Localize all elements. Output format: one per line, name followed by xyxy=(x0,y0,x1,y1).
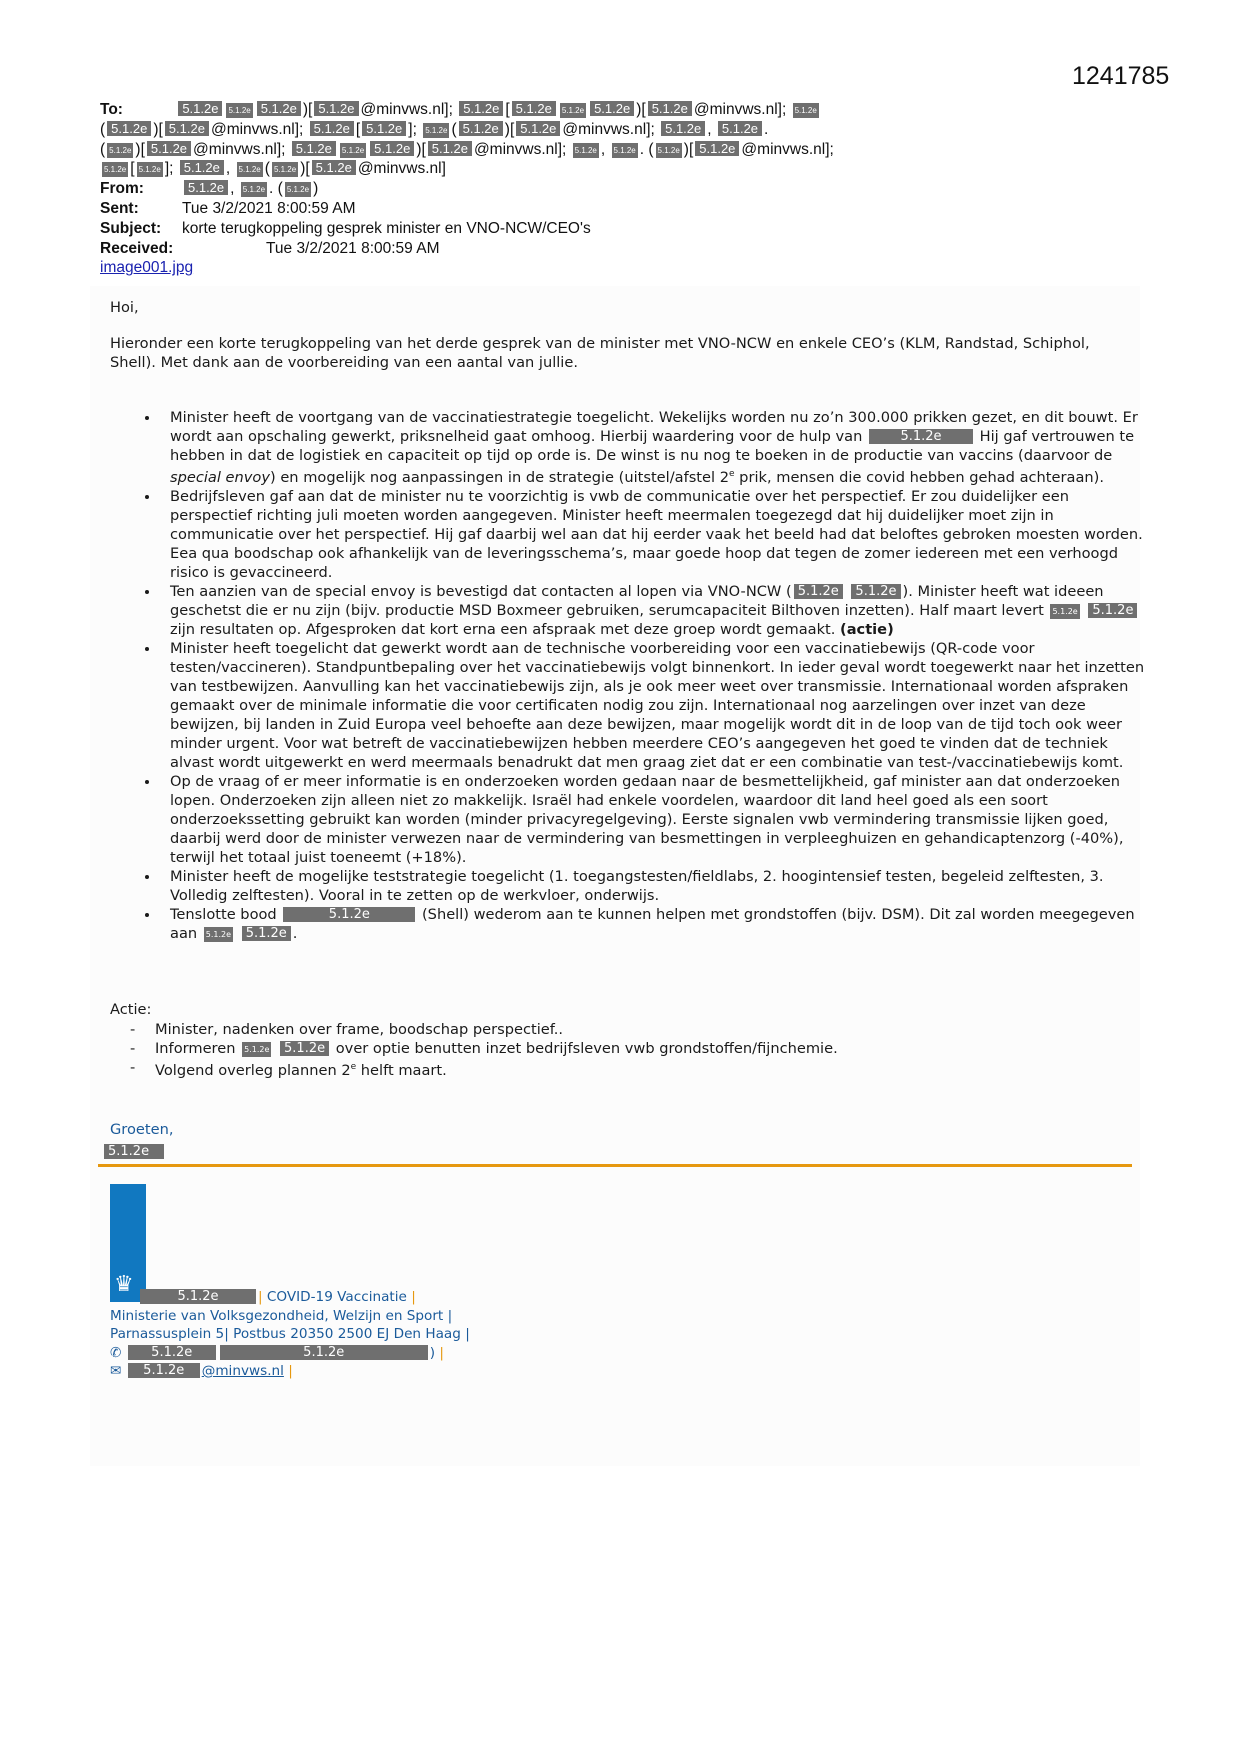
redaction: 5.1.2e xyxy=(459,121,503,136)
redaction: 5.1.2e xyxy=(292,141,336,156)
to-line: ( 5.1.2e )[ 5.1.2e @minvws.nl]; 5.1.2e [ 5.1.2e ]; 5.1.2e ( 5.1.2e )[ 5.1.2e @minvws.nl]; 5.1.2e , 5.1.2e . xyxy=(100,120,769,138)
redaction: 5.1.2e xyxy=(314,101,358,116)
redaction: 5.1.2e xyxy=(312,160,356,175)
redaction: 5.1.2e xyxy=(590,101,634,116)
redaction: 5.1.2e xyxy=(1050,604,1079,619)
signature-block: 5.1.2e | COVID-19 Vaccinatie | Ministerie van Volksgezondheid, Welzijn en Sport | Parnassusplein 5| Postbus 20350 2500 EJ Den Haag | ✆ 5.1.2e 5.1.2e ) | ✉ 5.1.2e @minvws.nl | xyxy=(110,1289,470,1379)
email-body xyxy=(90,286,1145,1466)
list-item: - Volgend overleg plannen 2e helft maart. xyxy=(130,1058,838,1080)
redaction: 5.1.2e xyxy=(656,143,682,158)
redaction: 5.1.2e xyxy=(184,180,228,195)
redaction: 5.1.2e xyxy=(661,121,705,136)
list-item: • Tenslotte bood 5.1.2e (Shell) wederom aan te kunnen helpen met grondstoffen (bijv. DSM). Dit zal worden meegegeven aan 5.1.2e 5.1.2e . xyxy=(160,905,1150,943)
redaction: 5.1.2e xyxy=(340,143,366,158)
redaction: 5.1.2e xyxy=(242,926,291,941)
from-line: From: 5.1.2e , 5.1.2e . ( 5.1.2e ) xyxy=(100,180,319,198)
government-logo xyxy=(110,1184,146,1302)
redaction: 5.1.2e xyxy=(128,1345,216,1360)
document-number: 1241785 xyxy=(1072,62,1170,90)
redaction: 5.1.2e xyxy=(516,121,560,136)
received-line: Received: Tue 3/2/2021 8:00:59 AM xyxy=(100,239,440,257)
redaction: 5.1.2e xyxy=(107,121,151,136)
to-line: To: 5.1.2e 5.1.2e 5.1.2e )[ 5.1.2e @minvws.nl]; 5.1.2e [ 5.1.2e 5.1.2e 5.1.2e )[ 5.1.2e @minvws.nl]; 5.1.2e xyxy=(100,101,817,118)
redaction: 5.1.2e xyxy=(793,103,819,118)
redaction: 5.1.2e xyxy=(272,162,298,177)
redaction: 5.1.2e xyxy=(107,143,133,158)
redaction: 5.1.2e xyxy=(104,1144,164,1159)
redaction: 5.1.2e xyxy=(147,141,191,156)
phone-icon: ✆ xyxy=(110,1344,122,1361)
redaction: 5.1.2e xyxy=(257,101,301,116)
redaction: 5.1.2e xyxy=(220,1345,428,1360)
redaction: 5.1.2e xyxy=(362,121,406,136)
redaction: 5.1.2e xyxy=(285,182,311,197)
ministry-name: Ministerie van Volksgezondheid, Welzijn en Sport | xyxy=(110,1307,453,1324)
list-item: - Minister, nadenken over frame, boodschap perspectief.. xyxy=(130,1020,838,1039)
redaction: 5.1.2e xyxy=(237,162,263,177)
list-item: • Minister heeft toegelicht dat gewerkt wordt aan de technische voorbereiding voor een vaccinatiebewijs (QR-code voor testen/vaccineren). Standpuntbepaling over het vaccinatiebewijs volgt binnenkort. In ieder geval wordt toegewerkt naar het inzetten van testbewijzen. Aanvulling kan het vaccinatiebewijs zijn, als je ook meer weet over transmissie. Internationaal worden afspraken gemaakt over de minimale informatie die voor certificaten nodig zou zijn. Internationaal nog aarzelingen over inzet van deze bewijzen, bij landen in Zuid Europa veel behoefte aan deze bewijzen, maar mogelijk wordt dit in de loop van de tijd toch ook weer minder urgent. Voor wat betreft de vaccinatiebewijzen hebben meerdere CEO’s aangegeven het goed te vinden dat de techniek alvast wordt uitgewerkt en werd meermaals benadrukt dat men graag ziet dat er een combinatie van test-/vaccinatiebewijs komt. xyxy=(160,639,1150,772)
redaction: 5.1.2e xyxy=(226,103,252,118)
crest-icon: ♛ xyxy=(114,1272,134,1297)
redaction: 5.1.2e xyxy=(102,162,128,177)
redaction: 5.1.2e xyxy=(310,121,354,136)
subject-line: Subject: korte terugkoppeling gesprek minister en VNO-NCW/CEO's xyxy=(100,219,591,237)
redaction: 5.1.2e xyxy=(180,160,224,175)
action-list xyxy=(130,1020,838,1080)
envelope-icon: ✉ xyxy=(110,1363,122,1379)
divider xyxy=(98,1164,1132,1167)
list-item: • Op de vraag of er meer informatie is en onderzoeken worden gedaan naar de besmettelijkheid, gaf minister aan dat onderzoeken lopen. Onderzoeken zijn alleen niet zo makkelijk. Israël had enkele voordelen, waardoor dit land heel goed als een soort onderzoekssetting gebruikt kan worden (minder privacyregelgeving). Eerste signalen vwb vermindering transmissie lijken goed, daarbij werd door de minister verwezen naar de vermindering van besmettingen in verpleeghuizen en gehandicaptenzorg (-40%), terwijl het totaal juist toeneemt (+18%). xyxy=(160,772,1150,867)
redaction: 5.1.2e xyxy=(423,123,449,138)
to-line: ( 5.1.2e )[ 5.1.2e @minvws.nl]; 5.1.2e 5.1.2e 5.1.2e )[ 5.1.2e @minvws.nl]; 5.1.2e , 5.1.2e . ( 5.1.2e )[ 5.1.2e @minvws.nl]; xyxy=(100,140,834,158)
redaction: 5.1.2e xyxy=(794,584,843,599)
email-link[interactable]: @minvws.nl xyxy=(201,1363,284,1379)
list-item: • Minister heeft de voortgang van de vaccinatiestrategie toegelicht. Wekelijks worden nu zo’n 300.000 prikken gezet, en dit bouwt. Er wordt aan opschaling gewerkt, priksnelheid gaat omhoog. Hierbij waardering voor de hulp van 5.1.2e Hij gaf vertrouwen te hebben in dat de logistiek en capaciteit op tijd op orde is. De winst is nu nog te boeken in de productie van vaccins (daarvoor de special envoy) en mogelijk nog aanpassingen in de strategie (uitstel/afstel 2e prik, mensen die covid hebben gehad achteraan). xyxy=(160,408,1150,487)
redaction: 5.1.2e xyxy=(573,143,599,158)
redaction: 5.1.2e xyxy=(280,1041,329,1056)
redaction: 5.1.2e xyxy=(241,182,267,197)
to-line: 5.1.2e [ 5.1.2e ]; 5.1.2e , 5.1.2e ( 5.1.2e )[ 5.1.2e @minvws.nl] xyxy=(104,160,446,178)
redaction: 5.1.2e xyxy=(128,1363,200,1378)
intro-paragraph: Hieronder een korte terugkoppeling van het derde gesprek van de minister met VNO-NCW en enkele CEO’s (KLM, Randstad, Schiphol, Shell). Met dank aan de voorbereiding van een aantal van jullie. xyxy=(110,335,1090,371)
redaction: 5.1.2e xyxy=(204,927,233,942)
attachment-link[interactable]: image001.jpg xyxy=(100,259,194,277)
sent-line: Sent: Tue 3/2/2021 8:00:59 AM xyxy=(100,199,356,217)
redaction: 5.1.2e xyxy=(695,141,739,156)
redaction: 5.1.2e xyxy=(560,103,586,118)
list-item: • Minister heeft de mogelijke teststrategie toegelicht (1. toegangstesten/fieldlabs, 2. hoogintensief testen, begeleid zelftesten, 3. Volledig zelftesten). Vooral in te zetten op de werkvloer, onderwijs. xyxy=(160,867,1150,905)
action-heading: Actie: xyxy=(110,1001,152,1018)
list-item: • Bedrijfsleven gaf aan dat de minister nu te voorzichtig is vwb de communicatie over het perspectief. Er zou duidelijker een perspectief richting juli moeten worden aangegeven. Minister heeft meermalen toegezegd dat hij duidelijker moet zijn in communicatie over het perspectief. Hij gaf daarbij wel aan dat hij eerder vaak het beeld had dat beloftes gebroken moesten worden. Eea qua boodschap ook afhankelijk van de leveringsschema’s, maar goede hoop dat tegen de zomer iedereen met een verhoogd risico is gevaccineerd. xyxy=(160,487,1150,582)
redaction: 5.1.2e xyxy=(1088,603,1137,618)
redaction: 5.1.2e xyxy=(140,1289,256,1304)
bullet-list xyxy=(140,408,1150,943)
email-header xyxy=(100,100,1140,278)
address: Parnassusplein 5| Postbus 20350 2500 EJ Den Haag | xyxy=(110,1326,470,1342)
redaction: 5.1.2e xyxy=(242,1042,271,1057)
program-name: COVID-19 Vaccinatie xyxy=(266,1289,407,1305)
redaction: 5.1.2e xyxy=(370,141,414,156)
redaction: 5.1.2e xyxy=(869,429,973,444)
redaction: 5.1.2e xyxy=(283,907,415,922)
redaction: 5.1.2e xyxy=(428,141,472,156)
redaction: 5.1.2e xyxy=(612,143,638,158)
redaction: 5.1.2e xyxy=(178,101,222,116)
redaction: 5.1.2e xyxy=(851,584,900,599)
list-item: • Ten aanzien van de special envoy is bevestigd dat contacten al lopen via VNO-NCW ( 5.1.2e 5.1.2e ). Minister heeft wat ideeen geschetst die er nu zijn (bijv. productie MSD Boxmeer gebruiken, serumcapaciteit Bilthoven inzetten). Half maart levert 5.1.2e 5.1.2e zijn resultaten op. Afgesproken dat kort erna een afspraak met deze groep wordt gemaakt. (actie) xyxy=(160,582,1150,639)
greeting: Hoi, xyxy=(110,299,139,316)
closing: Groeten, xyxy=(110,1121,174,1138)
redaction: 5.1.2e xyxy=(459,101,503,116)
redaction: 5.1.2e xyxy=(718,121,762,136)
redaction: 5.1.2e xyxy=(512,101,556,116)
list-item: - Informeren 5.1.2e 5.1.2e over optie benutten inzet bedrijfsleven vwb grondstoffen/fijnchemie. xyxy=(130,1039,838,1058)
redaction: 5.1.2e xyxy=(648,101,692,116)
redaction: 5.1.2e xyxy=(165,121,209,136)
redaction: 5.1.2e xyxy=(137,162,163,177)
